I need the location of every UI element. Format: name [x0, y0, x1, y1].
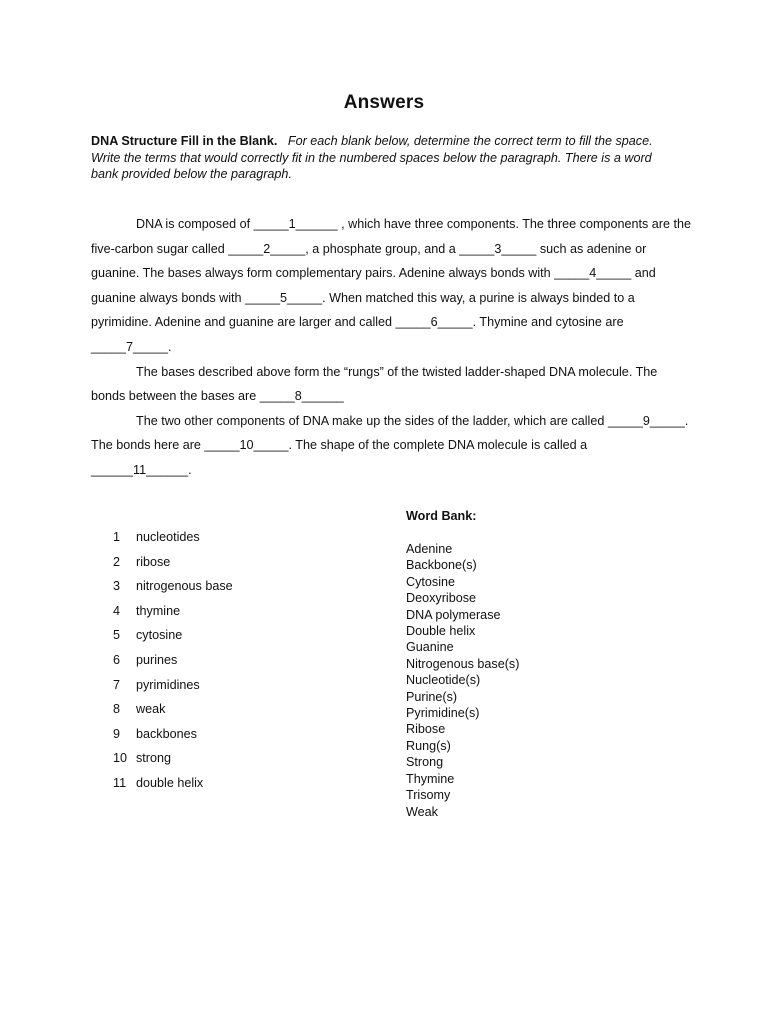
answer-term: strong	[136, 751, 172, 766]
word-bank-item: Weak	[406, 804, 438, 819]
answer-item	[113, 727, 233, 752]
paragraph-text: . Thymine and cytosine are	[472, 315, 624, 330]
blank-4: _____4_____	[554, 266, 632, 281]
answer-number: 6	[113, 652, 121, 667]
paragraph-text: such as adenine or guanine. The bases always form complementary pairs. Adenine always bonds with	[91, 241, 647, 281]
paragraph-text: The bases described above form the “rungs” of the twisted ladder-shaped DNA molecule. The bonds between the bases are	[91, 364, 658, 404]
paragraph-3	[91, 409, 691, 483]
answer-list	[113, 530, 233, 801]
answer-term: nitrogenous base	[136, 579, 233, 594]
word-bank-item: Thymine	[406, 771, 455, 786]
blank-11: ______11______	[91, 462, 189, 477]
paragraph-text: . When matched this way, a purine is always binded to a pyrimidine. Adenine and guanine are larger and called	[91, 290, 635, 330]
word-bank-item: Purine(s)	[406, 689, 458, 704]
answer-term: double helix	[136, 775, 204, 790]
answer-item	[113, 776, 233, 801]
paragraph-text: . The shape of the complete DNA molecule is called a	[288, 438, 588, 453]
fill-in-paragraphs	[91, 212, 691, 483]
word-bank-item: Backbone(s)	[406, 558, 477, 573]
answer-term: purines	[136, 652, 178, 667]
answer-number: 4	[113, 603, 121, 618]
word-bank-item: Pyrimidine(s)	[406, 706, 480, 721]
word-bank-item: Adenine	[406, 542, 453, 556]
answer-item	[113, 653, 233, 678]
answer-term: pyrimidines	[136, 677, 200, 692]
answer-item	[113, 628, 233, 653]
paragraph-1	[91, 212, 691, 360]
paragraph-2	[91, 360, 691, 409]
instructions-text: For each blank below, determine the correct term to fill the space. Write the terms that would correctly fit in the numbered spaces below the paragraph. There is a word bank provided below the paragraph.	[91, 134, 653, 181]
answer-item	[113, 604, 233, 629]
blank-10: _____10_____	[204, 438, 289, 453]
word-bank-item: Guanine	[406, 640, 454, 655]
word-bank-list	[406, 541, 519, 820]
answer-number: 1	[113, 530, 121, 544]
paragraph-text: .	[168, 339, 172, 354]
answer-item	[113, 579, 233, 604]
page-title: Answers	[343, 92, 425, 113]
blank-9: _____9_____	[607, 413, 685, 428]
paragraph-text: DNA is composed of	[136, 217, 254, 231]
answer-item	[113, 702, 233, 727]
answer-item	[113, 678, 233, 703]
answer-number: 2	[113, 554, 121, 569]
word-bank-item: Rung(s)	[406, 738, 451, 753]
answer-term: nucleotides	[136, 530, 200, 544]
answer-number: 8	[113, 702, 121, 717]
word-bank-item: DNA polymerase	[406, 607, 501, 622]
blank-5: _____5_____	[245, 290, 323, 305]
word-bank-item: Trisomy	[406, 788, 451, 803]
word-bank-title: Word Bank:	[406, 509, 477, 523]
blank-3: _____3_____	[459, 241, 537, 256]
blank-2: _____2_____	[228, 241, 306, 256]
answer-term: cytosine	[136, 628, 183, 643]
blank-7: _____7_____	[91, 339, 169, 354]
word-bank-item: Double helix	[406, 624, 476, 639]
answer-number: 11	[113, 775, 127, 790]
blank-1: _____1______	[253, 217, 338, 231]
word-bank-item: Cytosine	[406, 574, 455, 589]
instructions-heading: DNA Structure Fill in the Blank.	[91, 134, 278, 148]
paragraph-text: , a phosphate group, and a	[305, 241, 460, 256]
answer-item	[113, 555, 233, 580]
answer-term: backbones	[136, 726, 197, 741]
blank-8: _____8______	[259, 389, 344, 404]
instructions	[91, 133, 681, 183]
answer-number: 9	[113, 726, 121, 741]
paragraph-text: .	[188, 462, 192, 477]
answer-number: 5	[113, 628, 121, 643]
word-bank-item: Nitrogenous base(s)	[406, 656, 520, 671]
word-bank-item: Ribose	[406, 722, 446, 737]
paragraph-text: . The bonds here are	[91, 413, 689, 453]
answer-term: thymine	[136, 603, 181, 618]
answer-item	[113, 530, 233, 555]
paragraph-text: and guanine always bonds with	[91, 266, 656, 305]
answer-item	[113, 751, 233, 776]
word-bank-item: Nucleotide(s)	[406, 673, 481, 688]
paragraph-text: The two other components of DNA make up the sides of the ladder, which are called	[136, 413, 608, 428]
answer-number: 10	[113, 751, 128, 766]
answer-number: 3	[113, 579, 121, 594]
blank-6: _____6_____	[395, 315, 473, 330]
answer-number: 7	[113, 677, 121, 692]
answer-term: ribose	[136, 554, 171, 569]
answer-term: weak	[136, 702, 166, 717]
paragraph-text: , which have three components. The three components are the five-carbon sugar called	[91, 217, 691, 256]
word-bank-item: Strong	[406, 755, 444, 770]
word-bank-item: Deoxyribose	[406, 591, 476, 606]
